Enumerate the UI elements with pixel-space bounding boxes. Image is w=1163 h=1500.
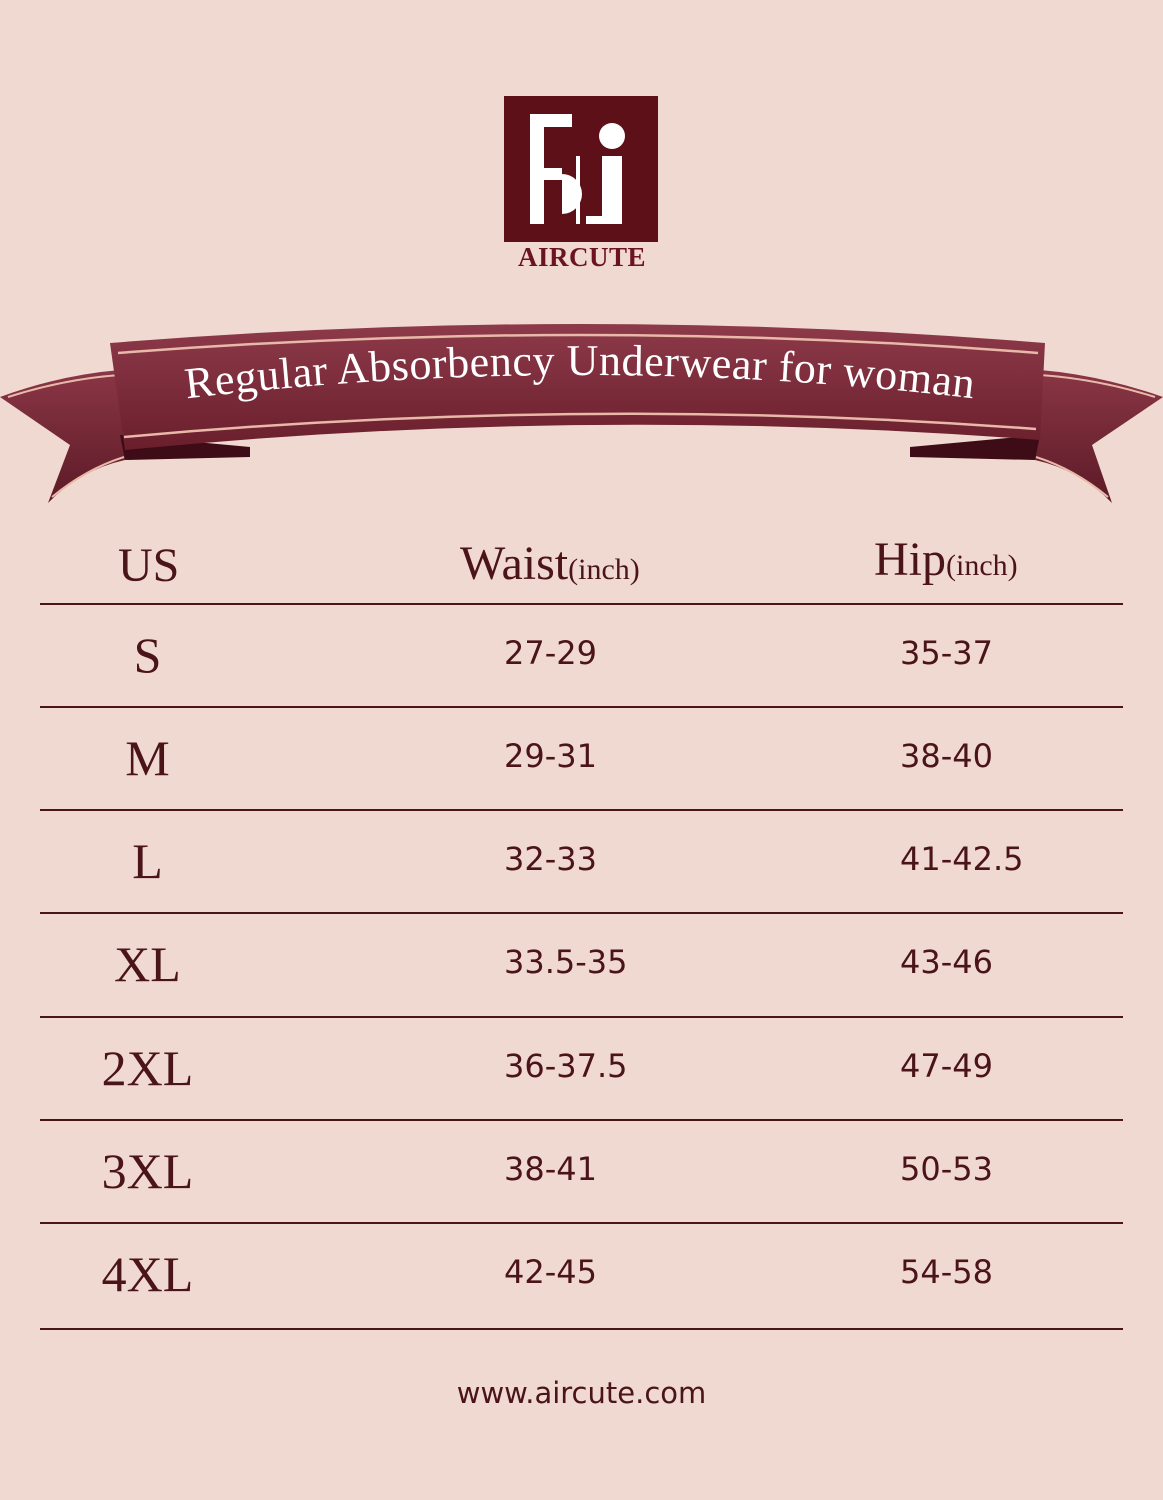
size-cell: M: [125, 730, 170, 786]
table-rule: [40, 1016, 1123, 1018]
table-rule: [40, 912, 1123, 914]
table-header: [0, 528, 1163, 604]
header-waist-unit: (inch): [568, 553, 640, 586]
waist-cell: 27-29: [504, 634, 597, 672]
table-rule: [40, 1119, 1123, 1121]
hip-cell: 41-42.5: [900, 840, 1024, 878]
waist-cell: 42-45: [504, 1253, 597, 1291]
table-rule: [40, 809, 1123, 811]
header-hip-unit: (inch): [946, 549, 1018, 582]
table-row: [0, 1225, 1163, 1325]
hip-cell: 35-37: [900, 634, 993, 672]
banner-title: Regular Absorbency Underwear for woman: [182, 335, 978, 409]
waist-cell: 36-37.5: [504, 1047, 628, 1085]
table-row: [0, 1122, 1163, 1222]
header-hip: [874, 532, 1018, 587]
table-rule: [40, 603, 1123, 605]
size-cell: XL: [114, 936, 181, 992]
size-cell: 3XL: [101, 1143, 194, 1199]
hip-cell: 54-58: [900, 1253, 993, 1291]
table-rule: [40, 706, 1123, 708]
waist-cell: 32-33: [504, 840, 597, 878]
hip-cell: 43-46: [900, 943, 993, 981]
header-waist: [460, 536, 640, 591]
table-row: [0, 606, 1163, 706]
header-waist-label: Waist: [460, 537, 569, 590]
table-row: [0, 709, 1163, 809]
waist-cell: 33.5-35: [504, 943, 628, 981]
table-rule: [40, 1222, 1123, 1224]
header-size: US: [118, 539, 180, 592]
size-cell: 4XL: [101, 1246, 194, 1302]
waist-cell: 38-41: [504, 1150, 597, 1188]
size-cell: L: [132, 833, 163, 889]
brand-logo: [504, 96, 658, 242]
size-cell: S: [133, 627, 162, 683]
waist-cell: 29-31: [504, 737, 597, 775]
title-ribbon: [0, 305, 1163, 520]
table-row: [0, 812, 1163, 912]
hip-cell: 50-53: [900, 1150, 993, 1188]
brand-name: AIRCUTE: [517, 242, 647, 272]
website-url: www.aircute.com: [456, 1376, 707, 1410]
hip-cell: 38-40: [900, 737, 993, 775]
table-row: [0, 1019, 1163, 1119]
hip-cell: 47-49: [900, 1047, 993, 1085]
table-rule: [40, 1328, 1123, 1330]
table-row: [0, 915, 1163, 1015]
header-hip-label: Hip: [874, 533, 946, 586]
size-cell: 2XL: [101, 1040, 194, 1096]
